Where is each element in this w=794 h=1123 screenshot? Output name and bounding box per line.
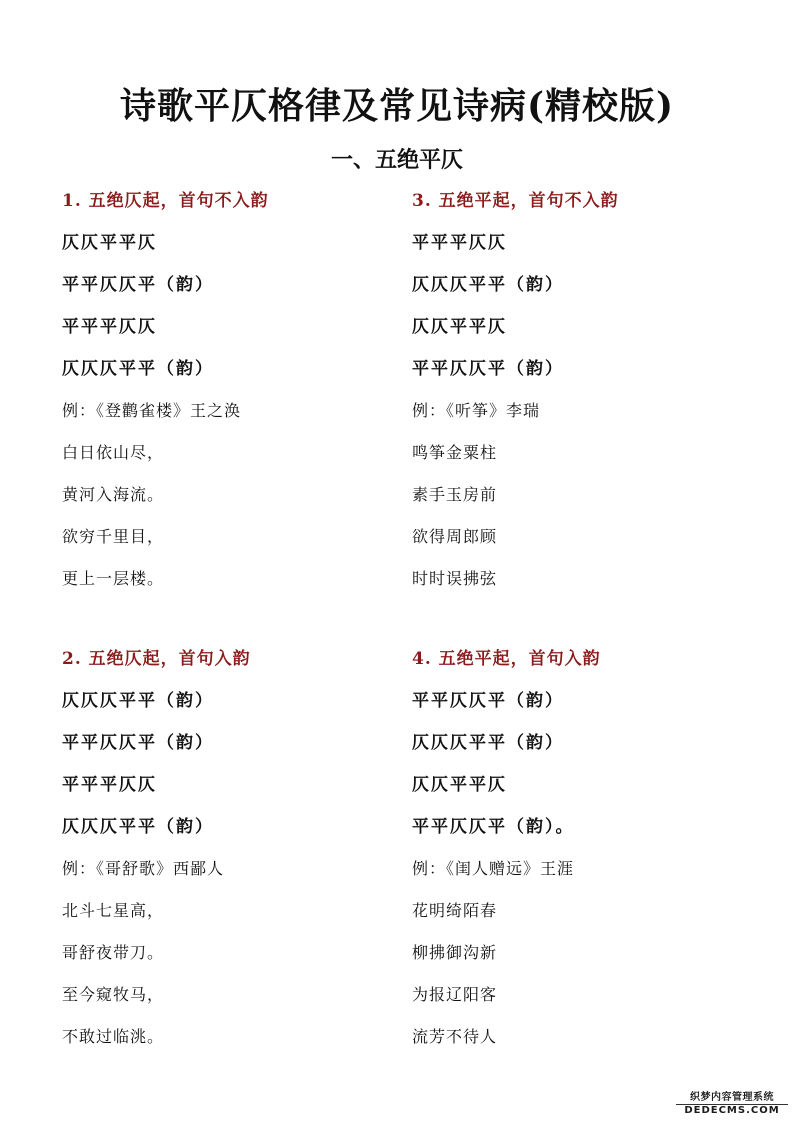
example-poem-title: 例：《哥舒歌》西鄙人 [62,859,225,878]
example-poem-title: 例：《登鹳雀楼》王之涣 [62,401,242,420]
rule-heading: 2. 五绝仄起，首句入韵 [62,649,251,669]
poem-line: 柳拂御沟新 [412,943,498,962]
poem-line: 欲穷千里目， [62,527,165,546]
poem-line: 黄河入海流。 [62,485,165,504]
tone-pattern-line: 平平仄仄平（韵） [62,275,214,295]
tone-pattern-line: 仄仄仄平平（韵） [62,691,214,711]
watermark-url: DEDECMS.COM [684,1105,780,1116]
rule-block-1 [62,185,392,605]
tone-pattern-line: 仄仄平平仄 [412,775,507,795]
poem-line: 更上一层楼。 [62,569,165,588]
tone-pattern-line: 仄仄平平仄 [412,317,507,337]
poem-line: 不敢过临洮。 [62,1027,165,1046]
poem-line: 白日依山尽， [62,443,165,462]
tone-pattern-line: 平平仄仄平（韵） [412,691,564,711]
section-heading: 一、五绝平仄 [330,147,463,173]
tone-pattern-line: 仄仄仄平平（韵） [412,733,564,753]
poem-line: 素手玉房前 [412,485,498,504]
watermark [676,1092,788,1117]
rule-block-4 [412,643,742,1063]
tone-pattern-line: 仄仄仄平平（韵） [62,359,214,379]
poem-line: 北斗七星高， [62,901,165,920]
poem-line: 时时误拂弦 [412,569,498,588]
example-poem-title: 例：《听筝》李瑞 [412,401,541,420]
poem-line: 花明绮陌春 [412,901,498,920]
rule-block-2 [62,643,392,1063]
tone-pattern-line: 平平仄仄平（韵） [412,359,564,379]
watermark-text: 织梦内容管理系统 [676,1092,788,1105]
poem-line: 鸣筝金粟柱 [412,443,498,462]
poem-line: 欲得周郎顾 [412,527,498,546]
tone-pattern-line: 仄仄仄平平（韵） [62,817,214,837]
tone-pattern-line: 平平平仄仄 [62,317,157,337]
poem-line: 流芳不待人 [412,1027,498,1046]
poem-line: 哥舒夜带刀。 [62,943,165,962]
tone-pattern-line: 平平平仄仄 [62,775,157,795]
tone-pattern-line: 仄仄仄平平（韵） [412,275,564,295]
example-poem-title: 例：《闺人赠远》王涯 [412,859,575,878]
rule-heading: 4. 五绝平起，首句入韵 [412,649,601,669]
tone-pattern-line: 仄仄平平仄 [62,233,157,253]
rule-heading: 1. 五绝仄起，首句不入韵 [62,191,269,211]
document-title: 诗歌平仄格律及常见诗病(精校版) [119,85,675,127]
poem-line: 为报辽阳客 [412,985,498,1004]
poem-line: 至今窥牧马， [62,985,165,1004]
rule-block-3 [412,185,742,605]
tone-pattern-line: 平平平仄仄 [412,233,507,253]
tone-pattern-line: 平平仄仄平（韵）。 [412,817,575,837]
rule-heading: 3. 五绝平起，首句不入韵 [412,191,619,211]
tone-pattern-line: 平平仄仄平（韵） [62,733,214,753]
